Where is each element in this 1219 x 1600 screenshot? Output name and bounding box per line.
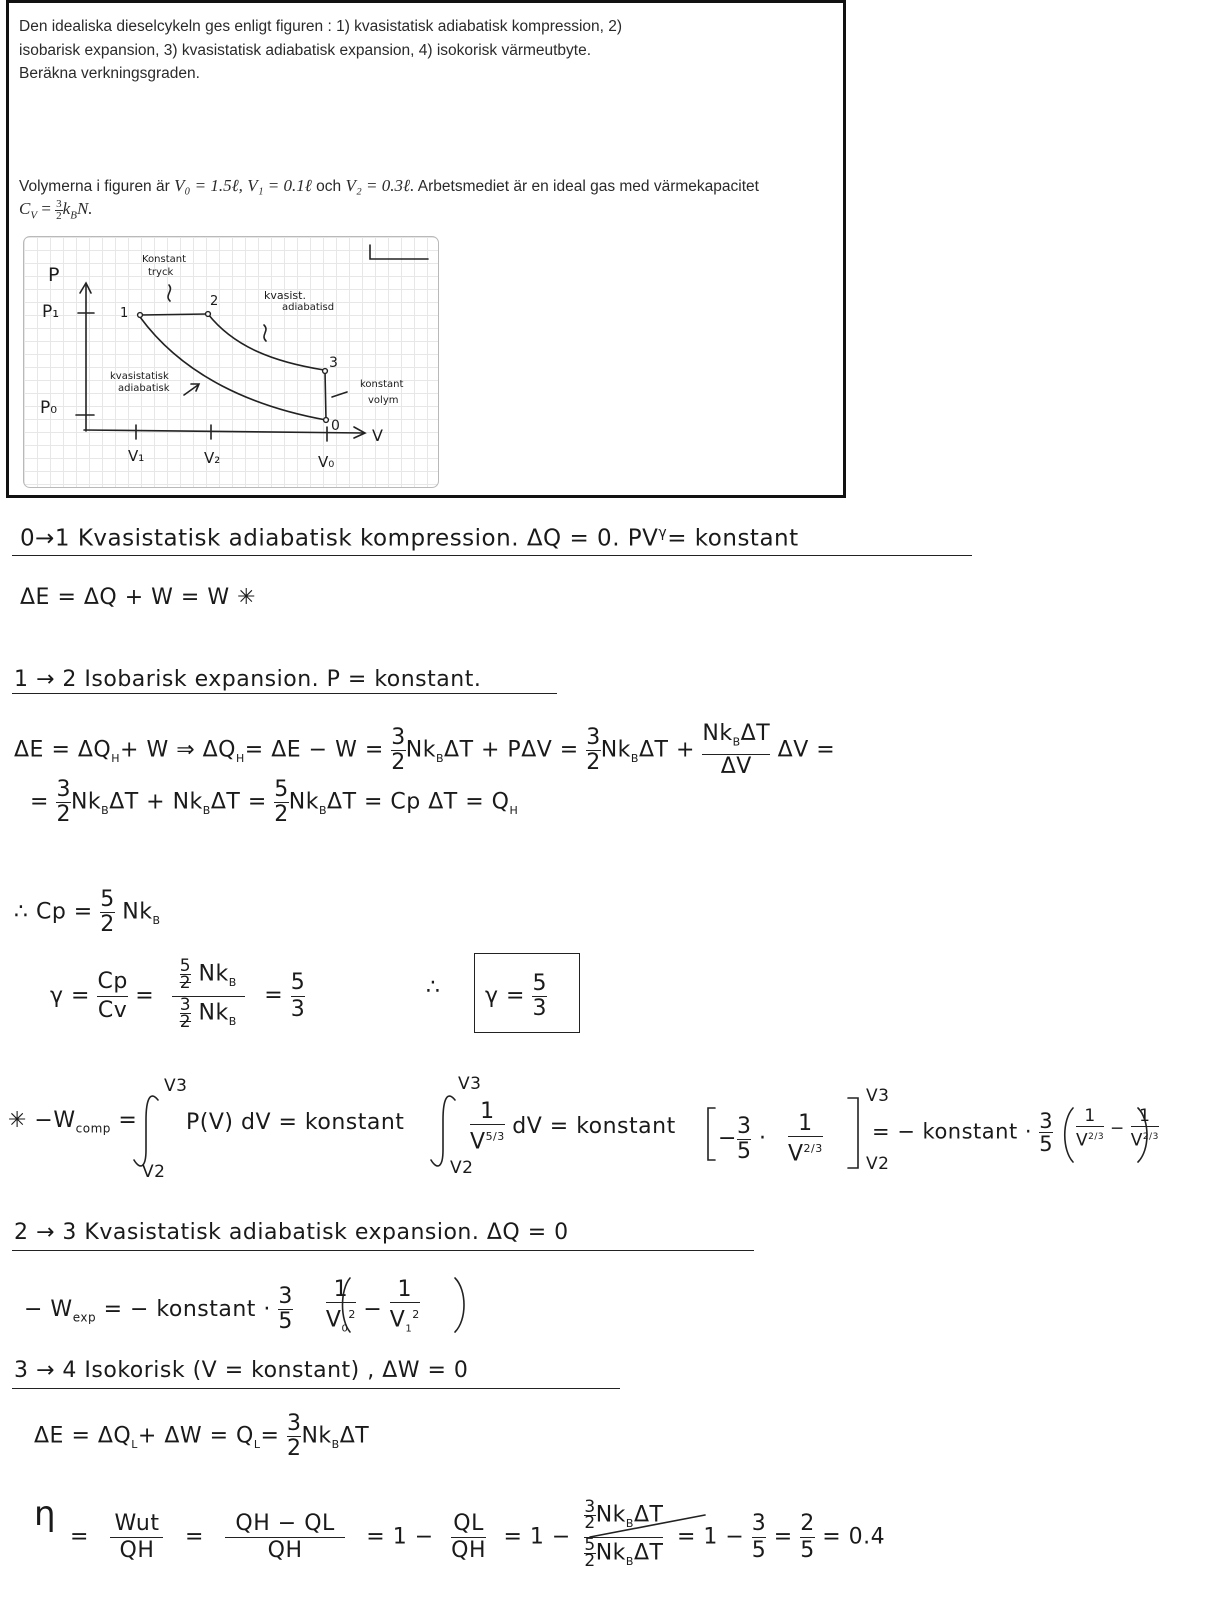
bracket-upper: V3 [866,1086,890,1106]
v0-axis-label: V₀ [318,453,335,471]
section-3-4-title: 3 → 4 Isokorisk (V = konstant) , ΔW = 0 [14,1358,469,1383]
section-3-4-equation: $\Delta E = \Delta Q_L+ \Delta W = Q_L=$ $\frac{3}{2}$ $Nk_B\Delta T$ [34,1411,370,1461]
eta-symbol: η [34,1494,57,1534]
och-word: och [311,178,346,195]
integrand-1: P(V) dV = konstant [186,1110,405,1135]
v1-value: V₁ = 0.1ℓ [247,176,312,195]
section-2-3-rule [12,1250,754,1251]
gamma-equation: γ = $\frac{Cp}{Cv}$ = $\frac{5}{2}$ $Nk_B$ $\frac{3}{2}$ $Nk_B$ = $\frac{5}{3}$ [50,956,306,1032]
problem-line-1: Den idealiska dieselcykeln ges enligt figuren : 1) kvasistatisk adiabatisk kompression, 2) [19,18,623,35]
const-pressure-label-2: tryck [148,267,174,278]
expansion-work: − $W_{exp}$ = − konstant · $\frac{3}{5}$ $\frac{1}{V_0^2}$ − $\frac{1}{V_1^2}$ [24,1277,420,1335]
section-3-4-rule [12,1388,620,1389]
v0-value: V₀ = 1.5ℓ, [174,176,243,195]
adiabat-bottom-label-2: adiabatisk [118,383,170,394]
integral-2-lower: V2 [450,1158,474,1178]
eta-equation: = Wut QH = $\frac{QH - QL}{QH}$ = 1 − $\frac{QL}{QH}$ = 1 − $\frac{3}{2}$ $Nk_B\Delta T$ $\frac{5}{2}$ $Nk_B\Delta T$ = 1 − $\frac{3}{5}$ = $\frac{2}{5}$ = 0.4 [70,1497,886,1571]
problem-line-2: isobarisk expansion, 3) kvasistatisk adiabatisk expansion, 4) isokorisk värmeutbyte. [19,41,592,59]
const-volume-label-2: volym [368,395,399,406]
medium-text: Arbetsmediet är en ideal gas med värmekapacitet [414,178,759,195]
bracket-term: − $\frac{3}{5}$ · $\frac{1}{V^{2/3}}$ [718,1111,823,1167]
point-2-label: 2 [210,294,219,309]
p1-label: P₁ [42,302,60,322]
integral-2-upper: V3 [458,1074,482,1094]
section-2-3-title: 2 → 3 Kvasistatisk adiabatisk expansion. ΔQ = 0 [14,1220,569,1245]
problem-line-3: Beräkna verkningsgraden. [19,65,200,82]
point-3-label: 3 [329,355,338,371]
bracket-lower: V2 [866,1154,890,1174]
axis-p-label: P [48,264,60,286]
v2-axis-label: V₂ [204,449,221,467]
section-1-2-title: 1 → 2 Isobarisk expansion. P = konstant. [14,667,482,692]
section-1-2-equation-2: = $\frac{3}{2}$ $Nk_B\Delta T + Nk_B\Delta T$ = $\frac{5}{2}$ $Nk_B\Delta T = Cp$ $\Delta T = Q_H$ [30,777,519,827]
adiabat-top-label-1: kvasist. [264,289,306,302]
integrand-2: $\frac{1}{V^{5/3}}$ dV = konstant [470,1099,676,1155]
integral-1-lower: V2 [142,1162,166,1182]
v2-value: V₂ = 0.3ℓ. [345,176,415,195]
section-0-1-equation: ΔE = ΔQ + W = W ✳ [20,585,257,610]
section-0-1-title: 0→1 Kvasistatisk adiabatisk kompression. ΔQ = 0. $PV^\gamma=$ konstant [20,525,799,552]
adiabat-bottom-label-1: kvasistatisk [110,371,169,382]
v1-axis-label: V₁ [128,447,145,465]
cv-formula: $C_V$ = $\frac{3}{2}$ $k_BN$. [19,197,93,222]
const-volume-label-1: konstant [360,379,404,390]
compression-work-result: = − konstant · $\frac{3}{5}$ [872,1109,1054,1156]
const-pressure-label-1: Konstant [142,254,187,265]
boxed-gamma-result: γ = $\frac{5}{3}$ [474,953,580,1033]
point-1-label: 1 [120,306,129,321]
compression-work-terms: $\frac{1}{V^{2/3}}$ − $\frac{1}{V^{2/3}}$ [1076,1106,1159,1151]
section-1-2-equation-1: $\Delta E = \Delta Q_H+ W$ ⇒ $\Delta Q_H= \Delta E - W$ = $\frac{3}{2}$ $Nk_B\Delta T + P\Delta V$ = $\frac{3}{2}$ $Nk_B\Delta T$ + $Nk_B\Delta T$ ΔV ΔV = [14,721,836,780]
cp-equation: ∴ Cp = $\frac{5}{2}$ $Nk_B$ [14,887,161,937]
volumes-prefix: Volymerna i figuren är [19,178,175,195]
compression-work-lhs: ✳ $-W_{comp}$ = [8,1108,138,1136]
p0-label: P₀ [40,398,58,418]
adiabat-top-label-2: adiabatisd [282,302,335,313]
point-0-label: 0 [331,418,340,434]
integral-1-upper: V3 [164,1076,188,1096]
axis-v-label: V [372,426,383,445]
therefore-symbol: ∴ [426,975,441,1000]
